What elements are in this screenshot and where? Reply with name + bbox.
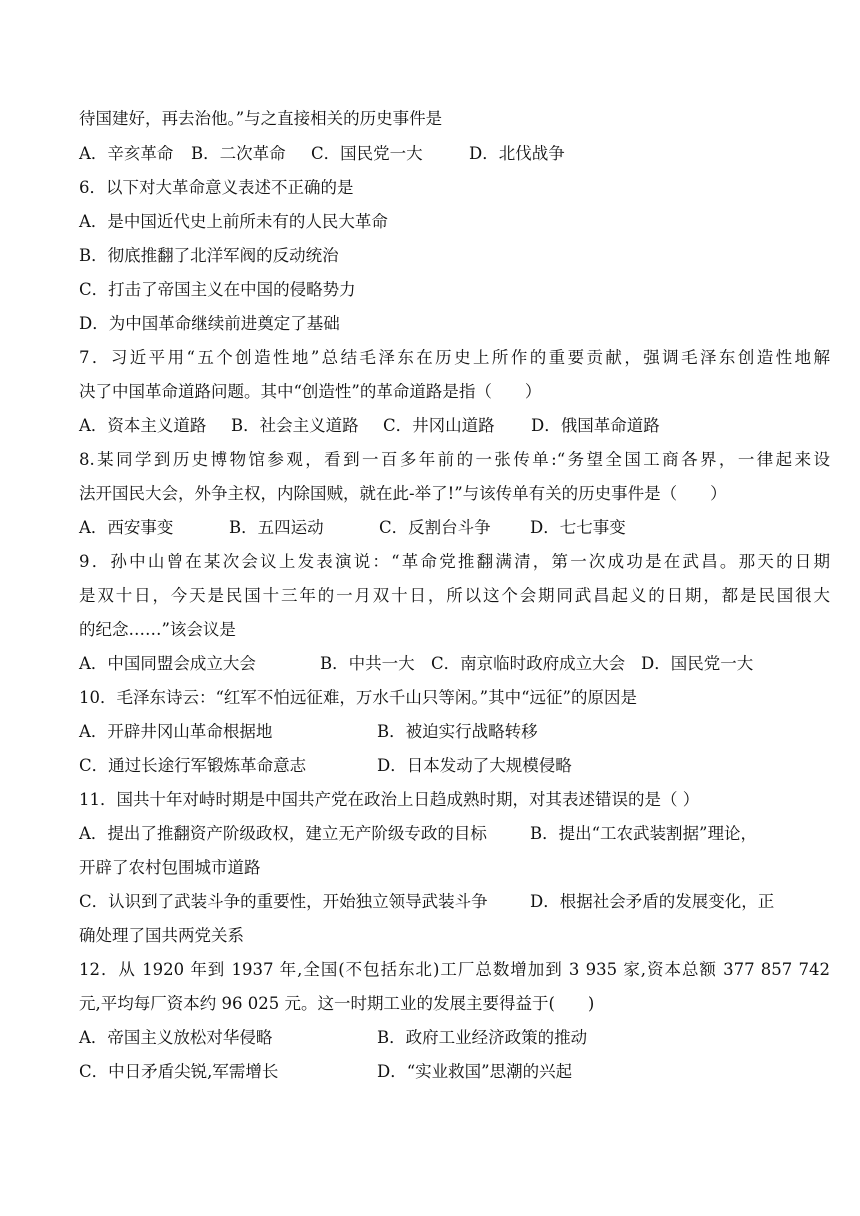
q12-option-b: B．政府工业经济政策的推动 <box>377 1028 588 1047</box>
q7-stem-line1: 7．习近平用“五个创造性地”总结毛泽东在历史上所作的重要贡献，强调毛泽东创造性地解 <box>79 348 830 367</box>
q11-option-b: B．提出“工农武装割据”理论， <box>530 824 757 843</box>
q6-option-b: B．彻底推翻了北洋军阀的反动统治 <box>79 246 339 265</box>
q12-option-c: C．中日矛盾尖锐,军需增长 <box>79 1062 279 1081</box>
q8-option-a: A．西安事变 <box>79 518 174 537</box>
q9-option-b: B．中共一大 <box>320 654 415 673</box>
q6-option-d: D．为中国革命继续前进奠定了基础 <box>79 314 340 333</box>
q6-option-a: A．是中国近代史上前所未有的人民大革命 <box>79 212 388 231</box>
q9-option-a: A．中国同盟会成立大会 <box>79 654 256 673</box>
q7-option-d: D．俄国革命道路 <box>531 416 660 435</box>
q5-option-b: B．二次革命 <box>191 144 286 163</box>
q10-option-a: A．开辟井冈山革命根据地 <box>79 722 273 741</box>
q6-option-c: C．打击了帝国主义在中国的侵略势力 <box>79 280 356 299</box>
q9-stem-line2: 是双十日，今天是民国十三年的一月双十日，所以这个会期同武昌起义的日期，都是民国很大 <box>79 586 830 605</box>
q10-option-b: B．被迫实行战略转移 <box>377 722 538 741</box>
q5-stem-continuation: 待国建好，再去治他。”与之直接相关的历史事件是 <box>79 109 443 128</box>
q8-stem-line1: 8.某同学到历史博物馆参观，看到一百多年前的一张传单:“务望全国工商各界，一律起来设 <box>79 450 830 469</box>
q5-option-a: A．辛亥革命 <box>79 144 174 163</box>
q6-stem: 6．以下对大革命意义表述不正确的是 <box>79 178 354 197</box>
q9-stem-line3: 的纪念……”该会议是 <box>79 620 236 639</box>
q12-stem-line2: 元,平均每厂资本约 96 025 元。这一时期工业的发展主要得益于( ) <box>79 994 595 1013</box>
q10-option-c: C．通过长途行军锻炼革命意志 <box>79 756 307 775</box>
q12-stem-line1: 12．从 1920 年到 1937 年,全国(不包括东北)工厂总数增加到 3 935 家,资本总额 377 857 742 <box>79 960 830 979</box>
q7-option-a: A．资本主义道路 <box>79 416 207 435</box>
q5-option-c: C．国民党一大 <box>311 144 423 163</box>
q7-option-b: B．社会主义道路 <box>231 416 359 435</box>
q9-option-c: C．南京临时政府成立大会 <box>431 654 626 673</box>
q7-stem-line2: 决了中国革命道路问题。其中“创造性”的革命道路是指（ ） <box>79 382 542 401</box>
q10-option-d: D．日本发动了大规模侵略 <box>377 756 572 775</box>
q11-option-a: A．提出了推翻资产阶级政权，建立无产阶级专政的目标 <box>79 824 487 843</box>
q8-option-c: C．反割台斗争 <box>379 518 491 537</box>
q7-option-c: C．井冈山道路 <box>383 416 495 435</box>
q11-option-d-continuation: 确处理了国共两党关系 <box>79 926 244 945</box>
q9-option-d: D．国民党一大 <box>641 654 754 673</box>
q8-option-b: B．五四运动 <box>229 518 324 537</box>
q11-stem: 11．国共十年对峙时期是中国共产党在政治上日趋成熟时期，对其表述错误的是（ ） <box>79 790 700 809</box>
q9-stem-line1: 9．孙中山曾在某次会议上发表演说：“革命党推翻满清，第一次成功是在武昌。那天的日期 <box>79 552 830 571</box>
q11-option-b-continuation: 开辟了农村包围城市道路 <box>79 858 261 877</box>
q11-option-c: C．认识到了武装斗争的重要性，开始独立领导武装斗争 <box>79 892 488 911</box>
q8-option-d: D．七七事变 <box>530 518 626 537</box>
q12-option-a: A．帝国主义放松对华侵略 <box>79 1028 273 1047</box>
q10-stem: 10．毛泽东诗云：“红军不怕远征难，万水千山只等闲。”其中“远征”的原因是 <box>79 688 637 707</box>
q12-option-d: D．“实业救国”思潮的兴起 <box>377 1062 573 1081</box>
q11-option-d: D．根据社会矛盾的发展变化，正 <box>530 892 775 911</box>
q5-option-d: D．北伐战争 <box>469 144 565 163</box>
q8-stem-line2: 法开国民大会，外争主权，内除国贼，就在此-举了!”与该传单有关的历史事件是（ ） <box>79 484 727 503</box>
